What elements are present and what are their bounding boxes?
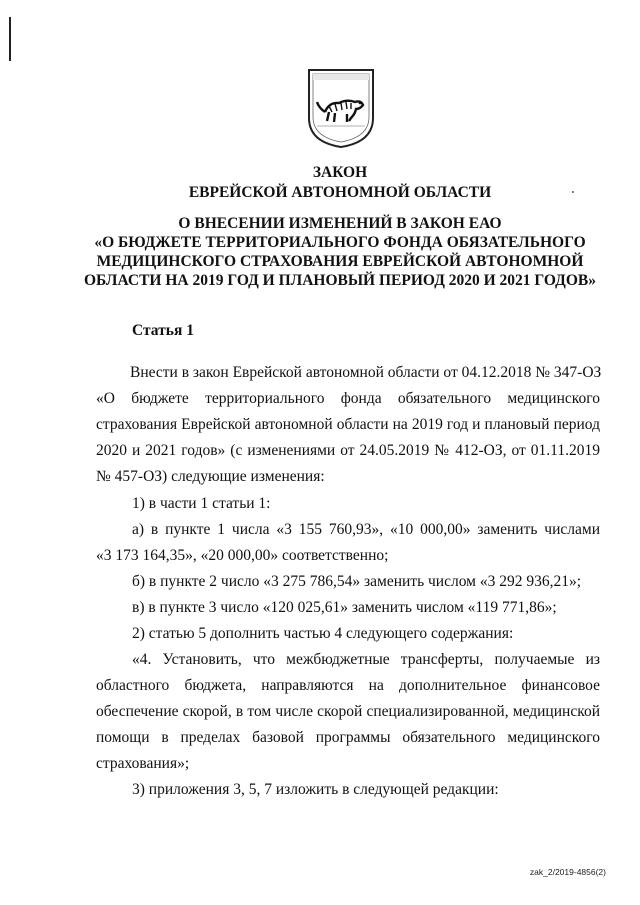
law-title: ЗАКОН: [312, 164, 368, 181]
subtitle-line: ОБЛАСТИ НА 2019 ГОД И ПЛАНОВЫЙ ПЕРИОД 2020 И 2021 ГОДОВ»: [84, 272, 596, 289]
tiger-coat-of-arms-icon: [305, 66, 377, 150]
paragraph-line: 3) приложения 3, 5, 7 изложить в следующей редакции:: [132, 781, 499, 798]
paragraph-line: б) в пункте 2 число «3 275 786,54» заменить числом «3 292 936,21»;: [132, 573, 582, 590]
paragraph-line: помощи в пределах базовой программы обязательного медицинского: [96, 729, 600, 746]
paragraph-line: Внести в закон Еврейской автономной области от 04.12.2018 № 347-ОЗ: [130, 364, 602, 381]
document-code: zak_2/2019-4856(2): [529, 867, 606, 877]
paragraph-line: в) в пункте 3 число «120 025,61» заменить числом «119 771,86»;: [132, 599, 557, 616]
paragraph-line: «4. Установить, что межбюджетные трансферты, получаемые из: [132, 651, 600, 668]
paragraph-line: 2) статью 5 дополнить частью 4 следующего содержания:: [132, 625, 514, 642]
paragraph-line: а) в пункте 1 числа «3 155 760,93», «10 000,00» заменить числами: [132, 521, 600, 538]
paragraph-line: страхования Еврейской автономной области на 2019 год и плановый период: [96, 416, 600, 433]
paragraph-line: № 457-ОЗ) следующие изменения:: [96, 468, 325, 485]
subtitle-line: «О БЮДЖЕТЕ ТЕРРИТОРИАЛЬНОГО ФОНДА ОБЯЗАТЕЛЬНОГО: [94, 234, 586, 251]
margin-mark: [9, 17, 11, 61]
paragraph-line: обеспечение скорой, в том числе скорой специализированной, медицинской: [96, 703, 600, 720]
paragraph-line: страхования»;: [96, 755, 190, 772]
paragraph-line: областного бюджета, направляются на дополнительное финансовое: [96, 677, 600, 694]
article-heading: Статья 1: [132, 322, 194, 339]
paragraph-line: «О бюджете территориального фонда обязательного медицинского: [96, 390, 600, 407]
region-name: ЕВРЕЙСКОЙ АВТОНОМНОЙ ОБЛАСТИ: [188, 184, 492, 201]
subtitle-line: О ВНЕСЕНИИ ИЗМЕНЕНИЙ В ЗАКОН ЕАО: [178, 215, 502, 232]
paragraph-line: «3 173 164,35», «20 000,00» соответственно;: [96, 547, 389, 564]
paragraph-line: 2020 и 2021 годов» (с изменениями от 24.05.2019 № 412-ОЗ, от 01.11.2019: [96, 442, 600, 459]
paragraph-line: 1) в части 1 статьи 1:: [132, 495, 271, 512]
subtitle-line: МЕДИЦИНСКОГО СТРАХОВАНИЯ ЕВРЕЙСКОЙ АВТОНОМНОЙ: [96, 253, 584, 270]
